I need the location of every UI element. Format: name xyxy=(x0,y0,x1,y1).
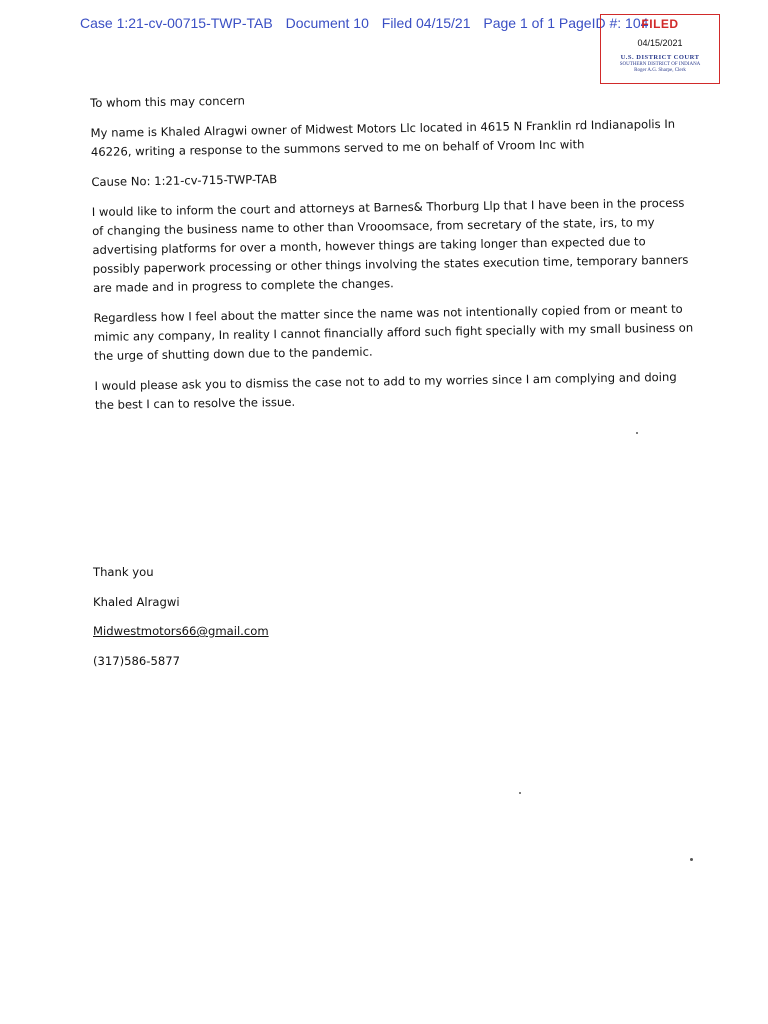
paragraph-request: I would please ask you to dismiss the case not to add to my worries since I am complying and doing the best I can to resolve the issue. xyxy=(94,369,677,412)
stamp-clerk: Roger A.G. Sharpe, Clerk xyxy=(634,68,686,73)
document-number: Document 10 xyxy=(285,15,369,31)
filed-date: Filed 04/15/21 xyxy=(381,15,471,31)
filed-stamp xyxy=(600,14,720,84)
stamp-label: FILED xyxy=(641,17,679,31)
stamp-date: 04/15/2021 xyxy=(637,38,683,48)
page-info: Page 1 of 1 PageID #: 104 xyxy=(483,15,649,31)
thank-you: Thank you xyxy=(93,565,154,579)
letter-body xyxy=(90,85,695,426)
email-address: Midwestmotors66@gmail.com xyxy=(93,624,269,638)
paragraph-finances: Regardless how I feel about the matter since the name was not intentionally copied from or meant to mimic any company, In reality I cannot financially afford such fight specially with my small business on the urge of shutting down due to the pandemic. xyxy=(93,301,694,363)
stamp-district: SOUTHERN DISTRICT OF INDIANA xyxy=(619,62,701,67)
letter-closing xyxy=(93,565,269,683)
phone-number: (317)586-5877 xyxy=(93,653,180,668)
signature-name: Khaled Alragwi xyxy=(93,594,180,609)
scan-speck xyxy=(690,858,693,861)
paragraph-name-change: I would like to inform the court and attorneys at Barnes& Thorburg Llp that I have been in the process of changing the business name to other than Vrooomsace, from secretary of the state, irs, to my advertising platforms for over a month, however things are taking longer than expected due to possibly paperwork processing or other things involving the states execution time, temporary banners are made and in progress to complete the changes. xyxy=(91,195,689,295)
paragraph-intro: My name is Khaled Alragwi owner of Midwest Motors Llc located in 4615 N Franklin rd Indianapolis In 46226, writing a response to the summons served to me on behalf of Vroom Inc with xyxy=(90,116,676,159)
stamp-court: U.S. DISTRICT COURT xyxy=(620,54,700,61)
case-header xyxy=(80,15,657,31)
case-number: Case 1:21-cv-00715-TWP-TAB xyxy=(80,15,273,31)
scan-speck xyxy=(519,792,521,794)
salutation: To whom this may concern xyxy=(90,93,246,110)
cause-number: Cause No: 1:21-cv-715-TWP-TAB xyxy=(91,172,278,189)
scan-speck xyxy=(636,432,638,434)
